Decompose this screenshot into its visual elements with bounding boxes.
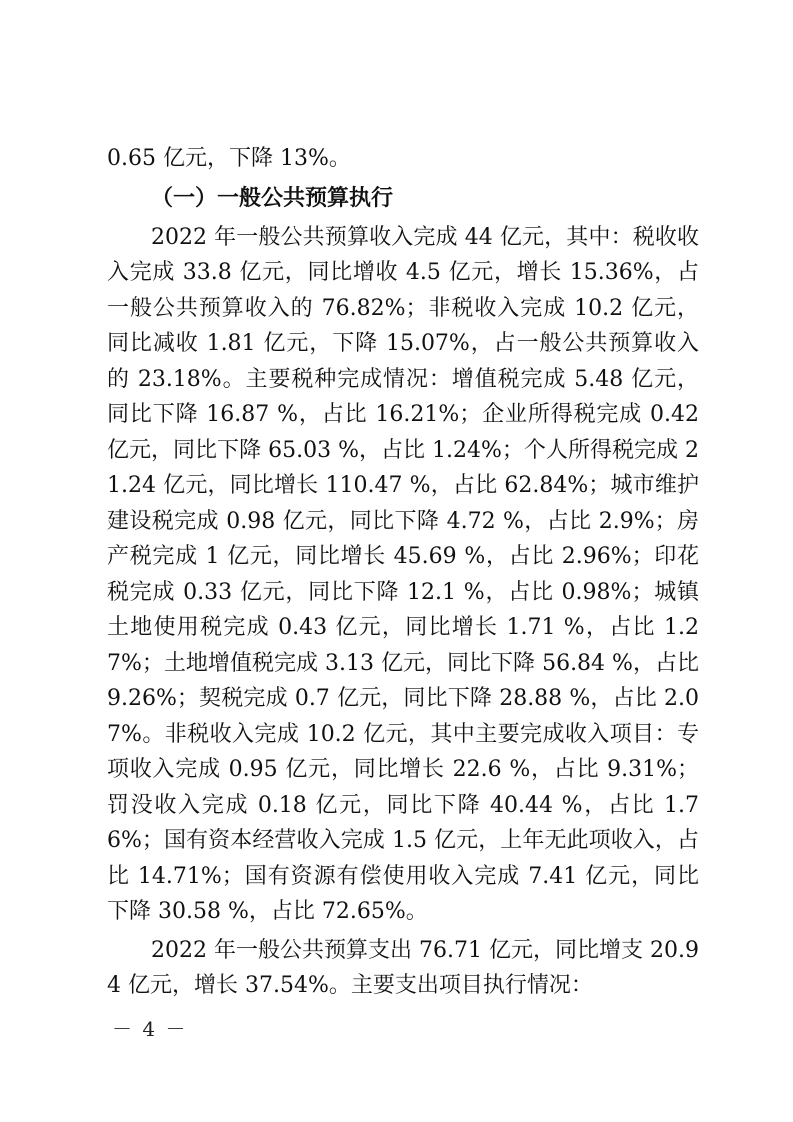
page-number: － 4 －	[112, 1017, 188, 1041]
paragraph-expenditure: 2022 年一般公共预算支出 76.71 亿元，同比增支 20.94 亿元，增长 37.54%。主要支出项目执行情况：	[107, 937, 699, 998]
paragraph-continuation: 0.65 亿元，下降 13%。	[107, 146, 351, 171]
document-body	[107, 141, 699, 1004]
section-heading: （一）一般公共预算执行	[151, 185, 394, 211]
paragraph-revenue: 2022 年一般公共预算收入完成 44 亿元，其中：税收收入完成 33.8 亿元，同比增收 4.5 亿元，增长 15.36%，占一般公共预算收入的 76.82%；非税收入完成 10.2 亿元，同比减收 1.81 亿元，下降 15.07%，占一般公共预算收入的 23.18%。主要税种完成情况：增值税完成 5.48 亿元，同比下降 16.87 %，占比 16.21%；企业所得税完成 0.42 亿元，同比下降 65.03 %，占比 1.24%；个人所得税完成 21.24 亿元，同比增长 110.47 %，占比 62.84%；城市维护建设税完成 0.98 亿元，同比下降 4.72 %，占比 2.9%；房产税完成 1 亿元，同比增长 45.69 %，占比 2.96%；印花税完成 0.33 亿元，同比下降 12.1 %，占比 0.98%；城镇土地使用税完成 0.43 亿元，同比增长 1.71 %，占比 1.27%；土地增值税完成 3.13 亿元，同比下降 56.84 %，占比 9.26%；契税完成 0.7 亿元，同比下降 28.88 %，占比 2.07%。非税收入完成 10.2 亿元，其中主要完成收入项目：专项收入完成 0.95 亿元，同比增长 22.6 %，占比 9.31%；罚没收入完成 0.18 亿元，同比下降 40.44 %，占比 1.76%；国有资本经营收入完成 1.5 亿元，上年无此项收入，占比 14.71%；国有资源有偿使用收入完成 7.41 亿元，同比下降 30.58 %，占比 72.65%。	[107, 224, 699, 924]
